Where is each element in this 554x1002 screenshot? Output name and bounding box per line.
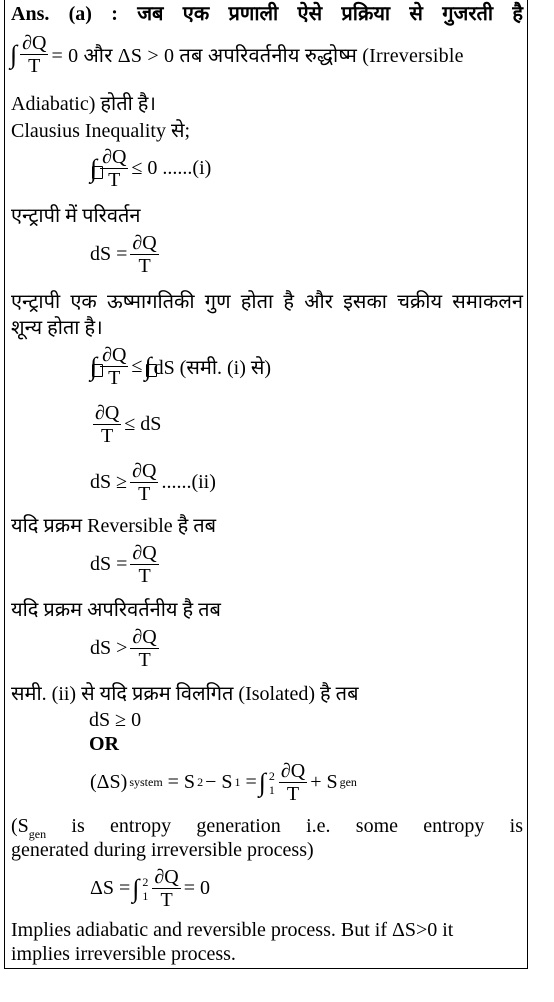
condition-text: = 0 और ΔS > 0 तब अपरिवर्तनीय रुद्धोष्म (Irreversible — [51, 45, 464, 67]
integral-symbol: ∫ — [10, 39, 18, 69]
integral-symbol: ∫ — [258, 767, 266, 797]
conclusion-line: Implies adiabatic and reversible process. But if ΔS>0 it — [11, 919, 454, 941]
isolated-case-line: समी. (ii) से यदि प्रक्रम विलगित (Isolated) है तब — [11, 683, 359, 705]
dq-over-t-fraction: $\frac{\partial Q}{T}$ — [132, 460, 157, 505]
reversible-case-line: यदि प्रक्रम Reversible है तब — [11, 515, 217, 537]
reversible-eq: dS = $\frac{\partial Q}{T}$ — [89, 542, 161, 587]
inequality-eq-3: ∫ $\frac{\partial Q}{T}$ ≤ ∫ dS (समी. (i) से) — [90, 344, 272, 389]
integral-limits: 2 1 — [142, 874, 149, 903]
cyclic-integral-symbol: ∫ — [90, 153, 98, 183]
dq-over-t-fraction: $\frac{\partial Q}{T}$ — [280, 760, 306, 805]
dq-over-t-fraction: $\frac{\partial Q}{T}$ — [22, 32, 47, 77]
dq-over-t-fraction: $\frac{\partial Q}{T}$ — [132, 626, 157, 671]
entropy-definition-eq: dS = $\frac{\partial Q}{T}$ — [89, 232, 161, 277]
cyclic-integral-symbol: ∫ — [90, 351, 98, 381]
inequality-eq-4: $\frac{\partial Q}{T}$ ≤ dS — [91, 402, 162, 447]
answer-label: Ans. (a) : जब एक प्रणाली ऐसे प्रक्रिया से गुजरती है — [11, 3, 523, 25]
sgen-definition-line: ($S_{gen}$ is entropy generation i.e. some entropy is — [11, 815, 523, 841]
entropy-property-line: एन्ट्रापी एक ऊष्मागतिकी गुण होता है और इसका चक्रीय समाकलन — [11, 291, 523, 313]
adiabatic-reversible-eq: ΔS = ∫ 2 1 $\frac{\partial Q}{T}$ = 0 — [90, 866, 210, 911]
irreversible-case-line: यदि प्रक्रम अपरिवर्तनीय है तब — [11, 599, 221, 621]
dq-over-t-fraction: $\frac{\partial Q}{T}$ — [154, 866, 179, 911]
answer-box — [4, 0, 528, 969]
irreversible-eq: dS > $\frac{\partial Q}{T}$ — [89, 626, 161, 671]
adiabatic-line: Adiabatic) होती है। — [11, 93, 156, 115]
answer-intro-line — [11, 2, 523, 26]
irreversible-condition-line — [9, 32, 465, 77]
dq-over-t-fraction: $\frac{\partial Q}{T}$ — [132, 542, 157, 587]
inequality-eq-ii: dS ≥ $\frac{\partial Q}{T}$ ......(ii) — [90, 460, 216, 505]
dq-over-t-fraction: $\frac{\partial Q}{T}$ — [95, 402, 120, 447]
sgen-definition-line-2: generated during irreversible process) — [11, 839, 314, 861]
dq-over-t-fraction: $\frac{\partial Q}{T}$ — [132, 232, 157, 277]
cyclic-integral-symbol: ∫ — [144, 351, 152, 381]
entropy-change-heading: एन्ट्रापी में परिवर्तन — [11, 205, 141, 227]
entropy-balance-eq: (ΔS) system = S 2 − S 1 = ∫ 2 1 $\frac{\partial Q}{T}$ + S gen — [90, 760, 357, 805]
clausius-heading: Clausius Inequality से; — [11, 120, 191, 142]
conclusion-line-2: implies irreversible process. — [11, 943, 236, 965]
integral-limits: 2 1 — [268, 768, 275, 797]
integral-symbol: ∫ — [132, 873, 140, 903]
or-label: OR — [89, 733, 119, 755]
dq-over-t-fraction: $\frac{\partial Q}{T}$ — [102, 146, 127, 191]
zero-cyclic-line: शून्य होता है। — [11, 317, 103, 339]
clausius-inequality-eq: ∫ $\frac{\partial Q}{T}$ ≤ 0 ......(i) — [90, 146, 212, 191]
dq-over-t-fraction: $\frac{\partial Q}{T}$ — [102, 344, 127, 389]
isolated-eq: dS ≥ 0 — [89, 709, 142, 731]
